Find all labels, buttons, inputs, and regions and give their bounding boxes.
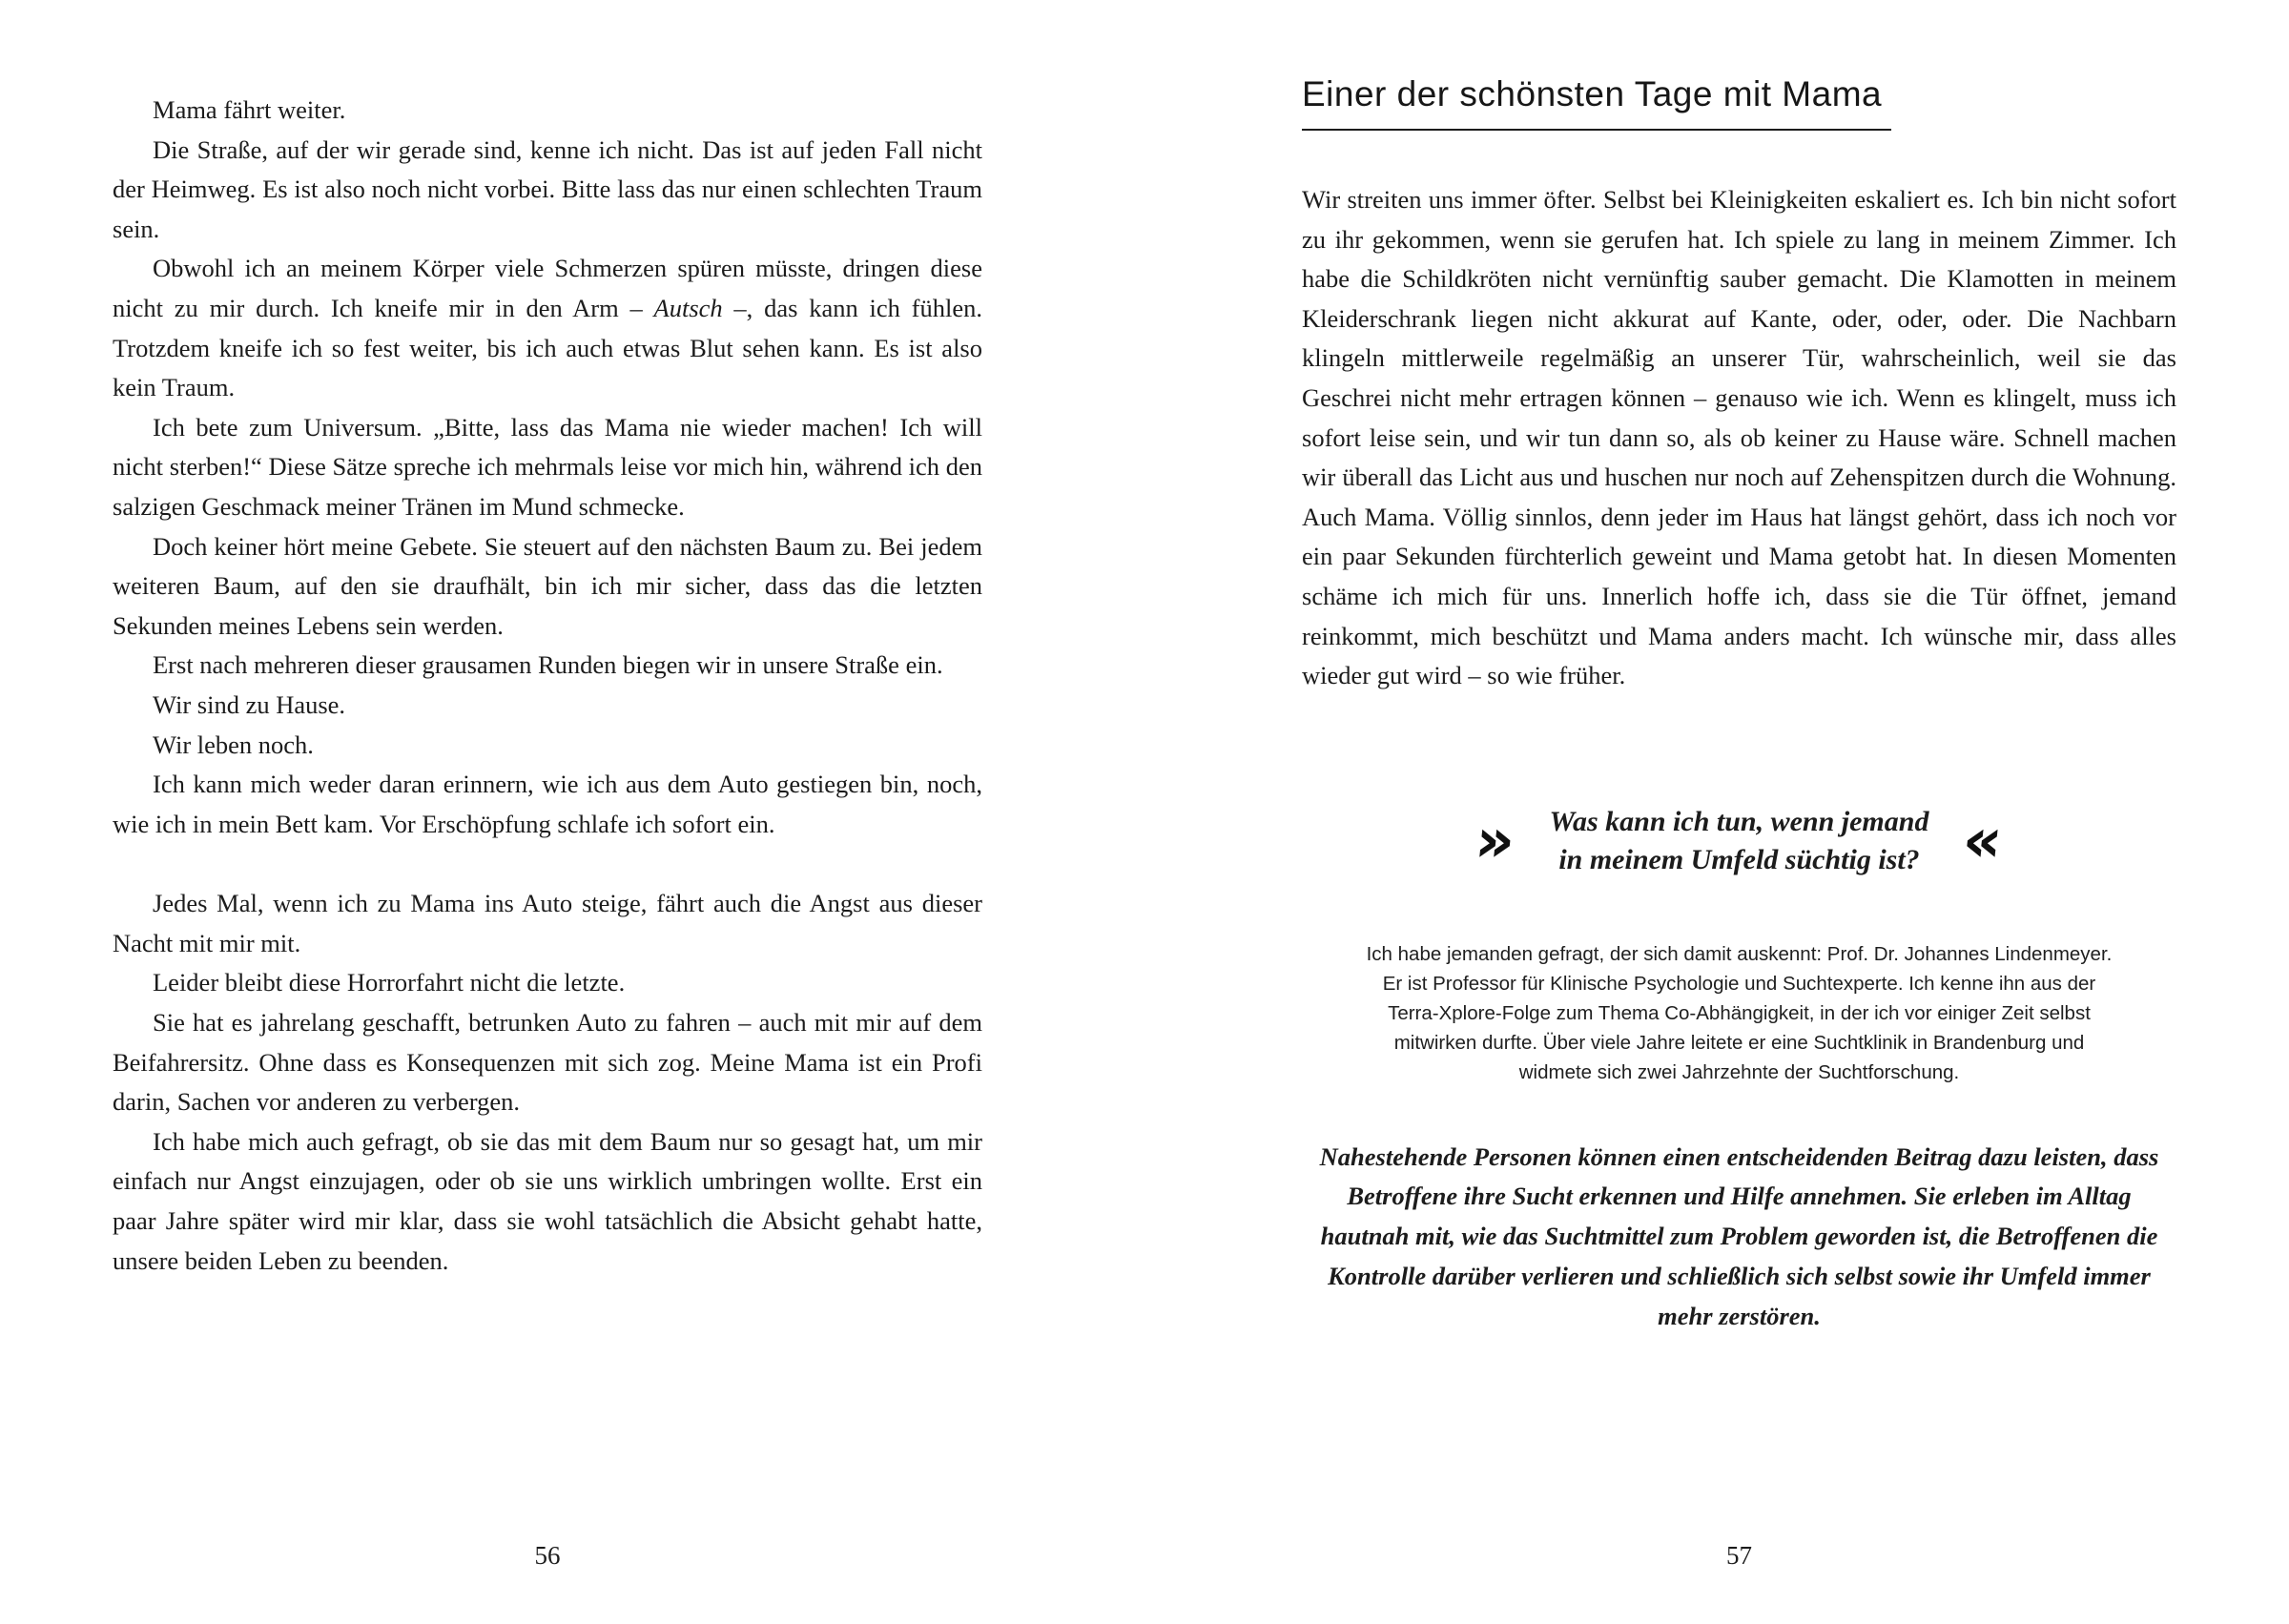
paragraph: Jedes Mal, wenn ich zu Mama ins Auto steige, fährt auch die Angst aus dieser Nacht mit mir mit.	[113, 889, 982, 957]
paragraph: Mama fährt weiter.	[153, 95, 346, 124]
callout-question	[1302, 803, 2176, 880]
paragraph: Ich habe mich auch gefragt, ob sie das mit dem Baum nur so gesagt hat, um mir einfach nur Angst einzujagen, oder ob sie uns wirklich umbringen wollte. Erst ein paar Jahre später wird mir klar, dass sie wohl tatsächlich die Absicht gehabt hatte, unsere beiden Leben zu beenden.	[113, 1126, 982, 1275]
left-page-text	[113, 91, 982, 1281]
paragraph: Ich bete zum Universum. „Bitte, lass das Mama nie wieder machen! Ich will nicht sterben!“ Diese Sätze spreche ich mehrmals leise vor mich hin, während ich den salzigen Geschmack meiner Tränen im Mund schmecke.	[113, 412, 982, 521]
page-right	[1144, 0, 2289, 1624]
expert-quote: Nahestehende Personen können einen entscheidenden Beitrag dazu leisten, dass Betroffene ihre Sucht erkennen und Hilfe annehmen. Sie erleben im Alltag hautnah mit, wie das Suchtmittel zum Problem geworden ist, die Betroffenen die Kontrolle darüber verlieren und schließlich sich selbst sowie ihr Umfeld immer mehr zerstören.	[1319, 1141, 2159, 1330]
paragraph: Die Straße, auf der wir gerade sind, kenne ich nicht. Das ist auf jeden Fall nicht der Heimweg. Es ist also noch nicht vorbei. Bitte lass das nur einen schlechten Traum sein.	[113, 134, 982, 243]
callout-text	[1550, 803, 1929, 880]
paragraph: Wir leben noch.	[153, 730, 314, 759]
page-number-right: 57	[1726, 1541, 1752, 1570]
expert-note: Ich habe jemanden gefragt, der sich damit auskennt: Prof. Dr. Johannes Lindenmeyer. Er ist Professor für Klinische Psychologie und Suchtexperte. Ich kenne ihn aus der Terra-Xplore-Folge zum Thema Co-Abhängigkeit, in der ich vor einiger Zeit selbst mitwirken durfte. Über viele Jahre leitete er eine Suchtklinik in Brandenburg und widmete sich zwei Jahrzehnte der Suchtforschung.	[1366, 942, 2113, 1084]
callout-line-2: in meinem Umfeld süchtig ist?	[1558, 844, 1920, 876]
page-left	[0, 0, 1144, 1624]
paragraph: Obwohl ich an meinem Körper viele Schmerzen spüren müsste, dringen diese nicht zu mir durch. Ich kneife mir in den Arm – Autsch –, das kann ich fühlen. Trotzdem kneife ich so fest weiter, bis ich auch etwas Blut sehen kann. Es ist also kein Traum.	[113, 254, 982, 402]
paragraph: Sie hat es jahrelang geschafft, betrunken Auto zu fahren – auch mit mir auf dem Beifahrersitz. Ohne dass es Konsequenzen mit sich zog. Meine Mama ist ein Profi darin, Sachen vor anderen zu verbergen.	[113, 1008, 982, 1117]
callout-line-1: Was kann ich tun, wenn jemand	[1549, 805, 1929, 837]
paragraph: Ich kann mich weder daran erinnern, wie ich aus dem Auto gestiegen bin, noch, wie ich in mein Bett kam. Vor Erschöpfung schlafe ich sofort ein.	[113, 770, 982, 838]
paragraph: Wir sind zu Hause.	[153, 689, 346, 719]
right-page-text	[1302, 180, 2176, 696]
paragraph: Doch keiner hört meine Gebete. Sie steuert auf den nächsten Baum zu. Bei jedem weiteren Baum, auf den sie draufhält, bin ich mir sicher, dass das die letzten Sekunden meines Lebens sein werden.	[113, 531, 982, 640]
paragraph: Erst nach mehreren dieser grausamen Runden biegen wir in unsere Straße ein.	[153, 650, 943, 680]
chapter-heading: Einer der schönsten Tage mit Mama	[1302, 74, 1891, 131]
page-number-left: 56	[534, 1541, 561, 1570]
paragraph: Leider bleibt diese Horrorfahrt nicht die letzte.	[153, 968, 626, 997]
paragraph: Wir streiten uns immer öfter. Selbst bei Kleinigkeiten eskaliert es. Ich bin nicht sofort zu ihr gekommen, wenn sie gerufen hat. Ich spiele zu lang in meinem Zimmer. Ich habe die Schildkröten nicht vernünftig sauber gemacht. Die Klamotten in meinem Kleiderschrank liegen nicht akkurat auf Kante, oder, oder, oder. Die Nachbarn klingeln mittlerweile regelmäßig an unserer Tür, wahrscheinlich, weil sie das Geschrei nicht mehr ertragen können – genauso wie ich. Wenn es klingelt, muss ich sofort leise sein, und wir tun dann so, als ob keiner zu Hause wäre. Schnell machen wir überall das Licht aus und huschen nur noch auf Zehenspitzen durch die Wohnung. Auch Mama. Völlig sinnlos, denn jeder im Haus hat längst gehört, dass ich noch vor ein paar Sekunden fürchterlich geweint und Mama getobt hat. In diesen Momenten schäme ich mich für uns. Innerlich hoffe ich, dass sie die Tür öffnet, jemand reinkommt, mich beschützt und Mama anders macht. Ich wünsche mir, dass alles wieder gut wird – so wie früher.	[1302, 185, 2176, 690]
double-chevron-right-icon: »	[1472, 806, 1519, 877]
double-chevron-left-icon: «	[1959, 806, 2007, 877]
